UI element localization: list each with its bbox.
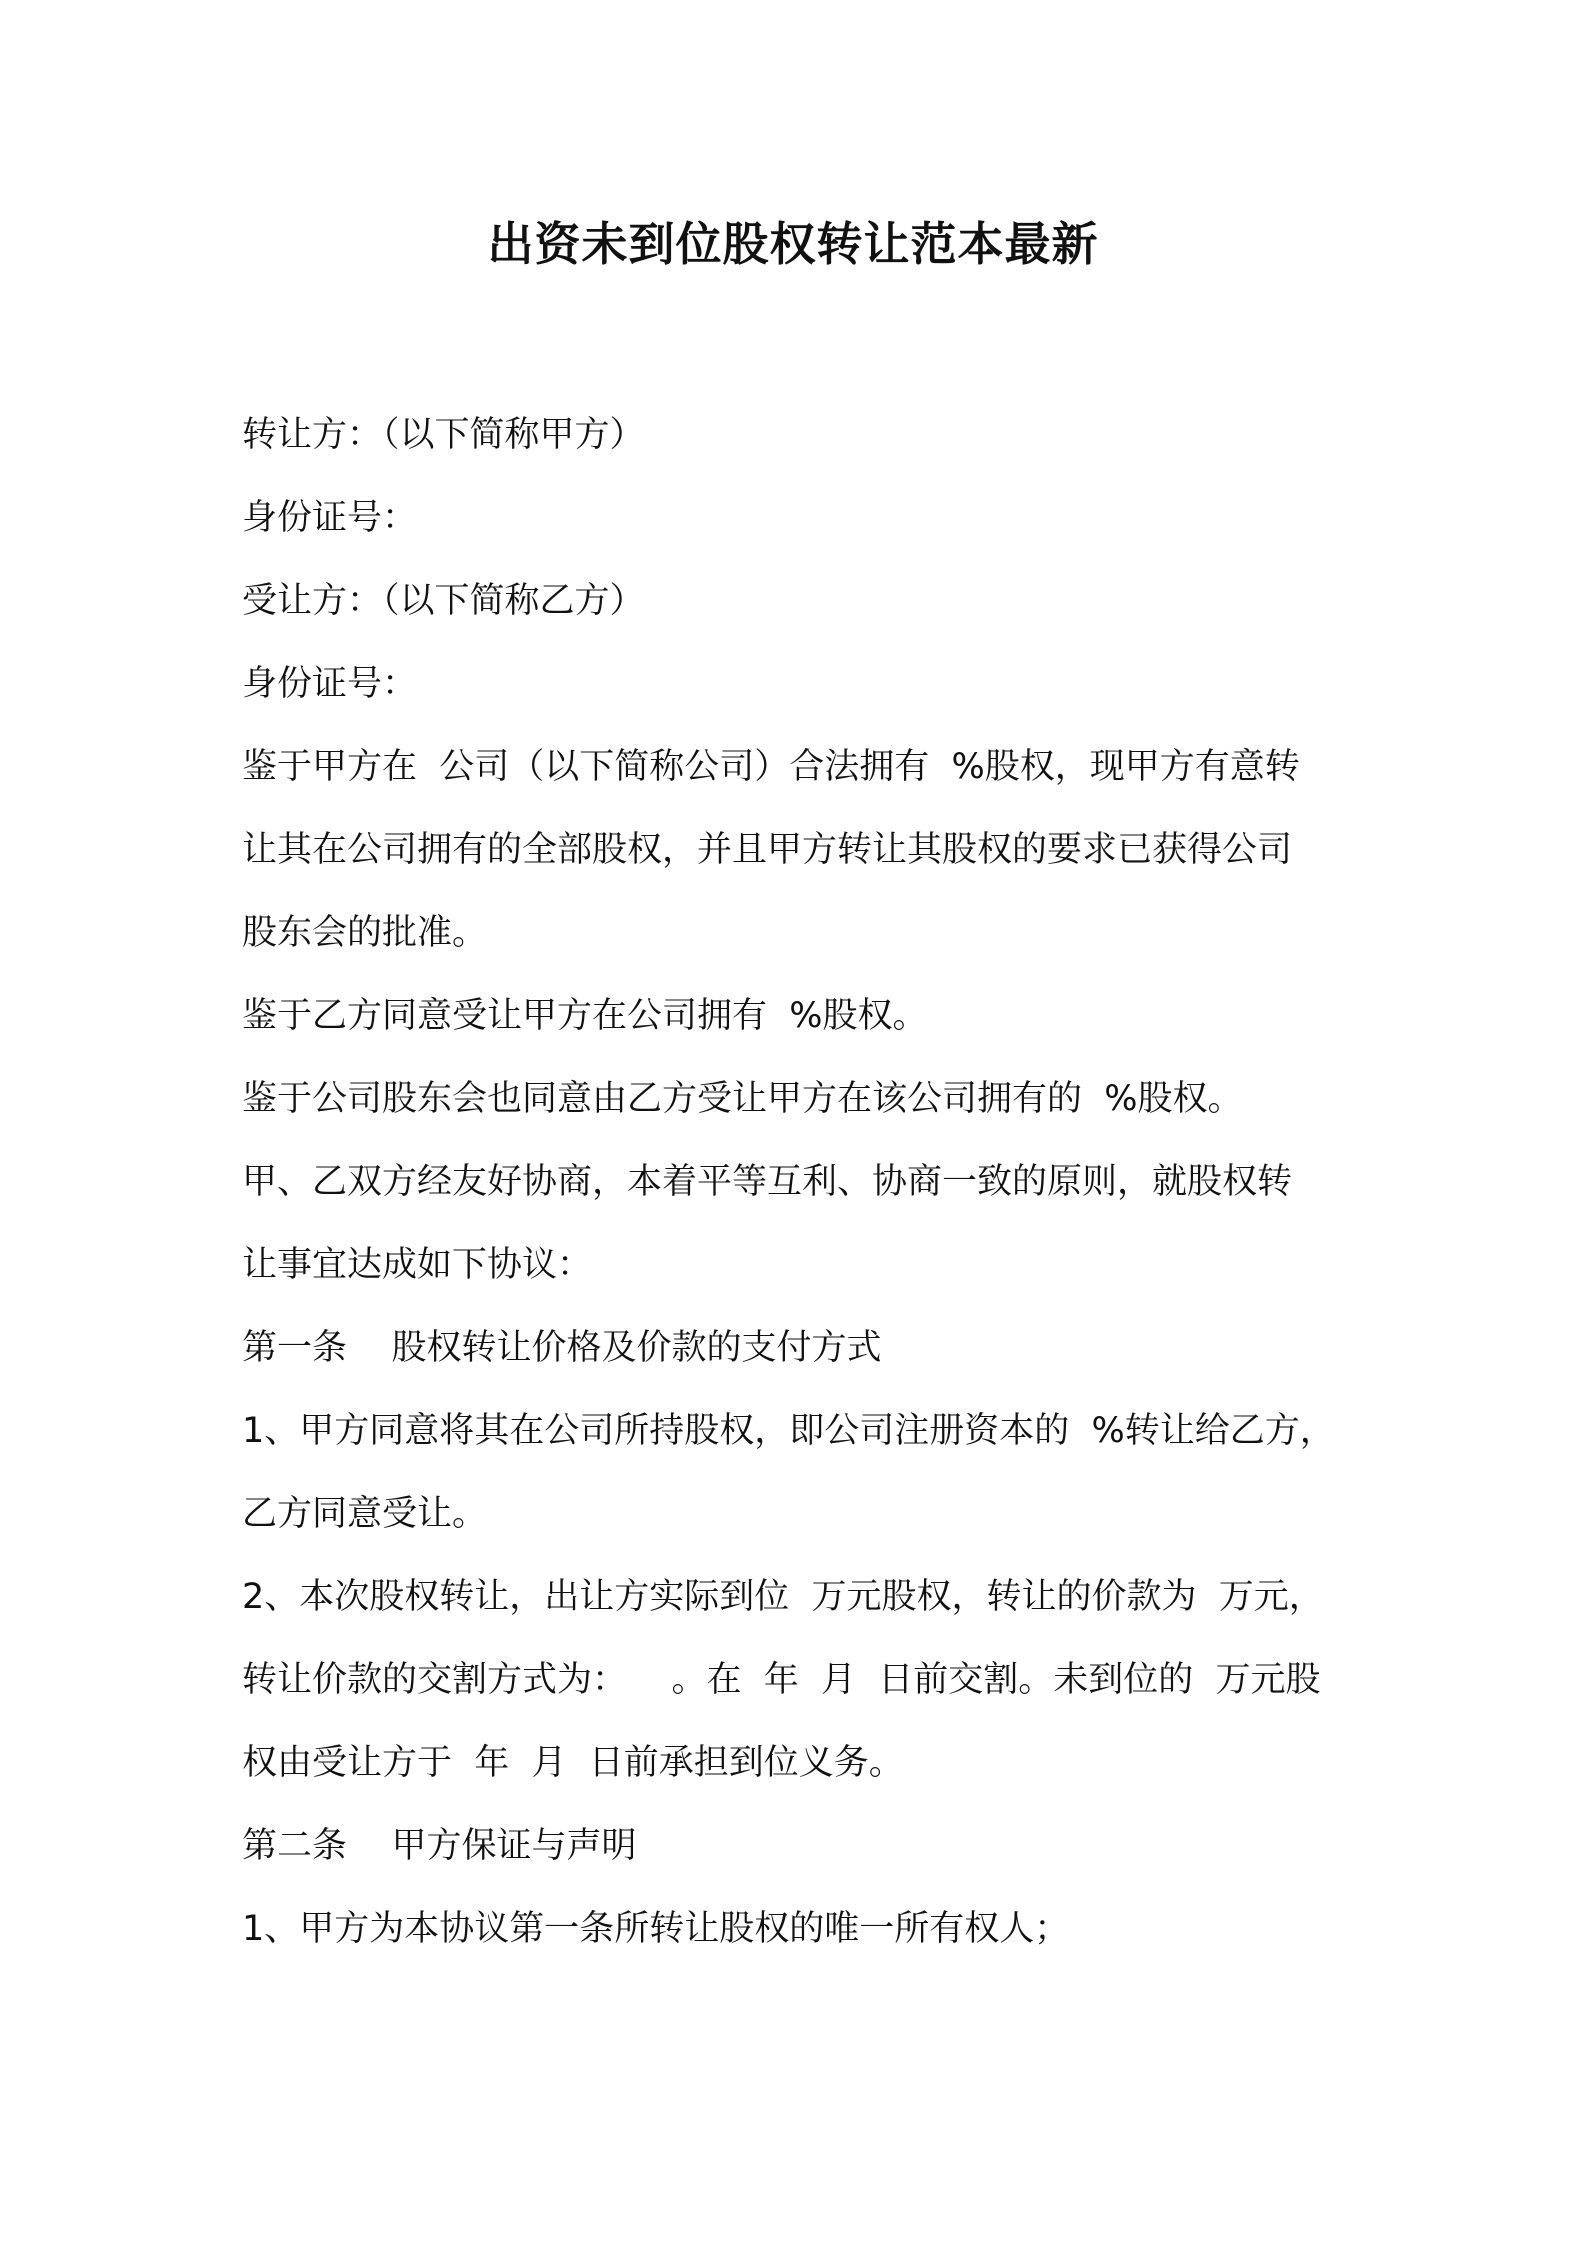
text-line: 身份证号：	[242, 664, 418, 704]
text-line: 身份证号：	[242, 498, 418, 538]
section-heading: 第一条 股权转让价格及价款的支付方式	[242, 1328, 882, 1368]
text-line: 鉴于甲方在 公司（以下简称公司）合法拥有 %股权，现甲方有意转	[242, 747, 1300, 787]
text-line: 股东会的批准。	[242, 913, 488, 953]
text-line: 1、甲方为本协议第一条所转让股权的唯一所有权人；	[242, 1909, 1070, 1949]
text-line: 转让方：（以下简称甲方）	[242, 415, 645, 455]
text-line: 乙方同意受让。	[242, 1494, 488, 1534]
text-line: 权由受让方于 年 月 日前承担到位义务。	[242, 1743, 904, 1783]
text-line: 1、甲方同意将其在公司所持股权，即公司注册资本的 %转让给乙方，	[242, 1411, 1335, 1451]
section-heading: 第二条 甲方保证与声明	[242, 1826, 637, 1866]
text-line: 鉴于公司股东会也同意由乙方受让甲方在该公司拥有的 %股权。	[242, 1079, 1243, 1119]
text-line: 让其在公司拥有的全部股权，并且甲方转让其股权的要求已获得公司	[242, 830, 1293, 870]
document-title: 出资未到位股权转让范本最新	[487, 217, 1099, 271]
text-line: 让事宜达成如下协议：	[242, 1245, 593, 1285]
text-line: 鉴于乙方同意受让甲方在公司拥有 %股权。	[242, 996, 928, 1036]
text-line: 受让方：（以下简称乙方）	[242, 581, 645, 621]
text-line: 2、本次股权转让，出让方实际到位 万元股权，转让的价款为 万元，	[242, 1577, 1324, 1617]
text-line: 转让价款的交割方式为： 。在 年 月 日前交割。未到位的 万元股	[242, 1660, 1321, 1700]
text-line: 甲、乙双方经友好协商，本着平等互利、协商一致的原则，就股权转	[242, 1162, 1293, 1202]
